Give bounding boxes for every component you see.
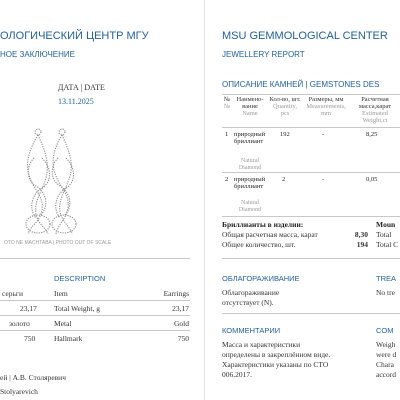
desc-en-label-metal: Metal xyxy=(54,319,72,328)
row2-weight: 0,05 xyxy=(366,176,378,183)
total-weight-label: Общая расчетная масса, карат xyxy=(222,230,318,239)
desc-en-label-item: Item xyxy=(54,289,68,298)
comments-en-line-1: Weigh xyxy=(376,340,396,349)
row1-num: 1 xyxy=(225,131,229,138)
row1-name-en: Natural Diamond xyxy=(238,158,262,171)
desc-ru-value-metal: золото xyxy=(9,319,30,328)
desc-en-value-item: Earrings xyxy=(163,289,189,298)
desc-en-label-hallmark: Hallmark xyxy=(54,334,83,343)
totals-title: Бриллианты в изделии: xyxy=(222,220,304,229)
desc-en-value-weight: 23,17 xyxy=(172,304,189,313)
total-count-label: Общее количество, шт. xyxy=(222,240,296,249)
stones-title: ОПИСАНИЕ КАМНЕЙ | GEMSTONES DES xyxy=(222,80,380,89)
treatment-title-en: TREA xyxy=(376,274,397,283)
signature-ru: ей | А.В. Столяревич xyxy=(0,373,66,382)
photo-caption: OTO NE MACHTABA | PHOTO OUT OF SCALE xyxy=(4,240,112,246)
comments-title: КОММЕНТАРИИ xyxy=(222,326,281,335)
th-num: № № xyxy=(223,96,231,110)
row2-num: 2 xyxy=(225,176,229,183)
totals-title-en: Moun xyxy=(376,220,396,229)
comments-line-4: 006.2017. xyxy=(222,370,252,379)
comments-line-2: определены в закреплённом виде. xyxy=(222,350,331,359)
desc-en-value-hallmark: 750 xyxy=(177,334,189,343)
row2-qty: 2 xyxy=(282,176,286,183)
date-label: ДАТА | DATE xyxy=(58,83,105,92)
comments-en-line-2: were d xyxy=(376,350,397,359)
right-subtitle: JEWELLERY REPORT xyxy=(222,50,305,59)
row2-name-en: Natural Diamond xyxy=(238,200,262,213)
desc-ru-value-hallmark: 750 xyxy=(24,334,36,343)
description-title: DESCRIPTION xyxy=(54,274,106,283)
total-weight-value: 8,30 xyxy=(354,230,368,239)
earring-photo xyxy=(0,118,190,238)
desc-en-label-weight: Total Weight, g xyxy=(54,304,101,313)
left-subtitle: НОЕ ЗАКЛЮЧЕНИЕ xyxy=(0,50,75,59)
comments-en-line-4: accord xyxy=(376,370,396,379)
th-name: Наимено-вание Name xyxy=(236,96,264,117)
total-count-value: 194 xyxy=(356,240,368,249)
comments-title-en: COM xyxy=(376,326,394,335)
treatment-title: ОБЛАГОРАЖИВАНИЕ xyxy=(222,274,300,283)
total-weight-en: Total xyxy=(376,230,392,239)
row1-weight: 8,25 xyxy=(366,131,378,138)
desc-ru-value-weight: 23,17 xyxy=(20,304,37,313)
right-title: MSU GEMMOLOGICAL CENTER xyxy=(222,30,388,42)
row1-qty: 192 xyxy=(280,131,290,138)
date-value: 13.11.2025 xyxy=(58,97,94,106)
signature-en: Stolyarevich xyxy=(0,387,38,396)
row2-size: - xyxy=(322,176,325,183)
comments-line-3: Характеристики указаны по СТО xyxy=(222,360,329,369)
row1-name-ru: природный бриллиант xyxy=(234,131,266,145)
left-title: ОЛОГИЧЕСКИЙ ЦЕНТР МГУ xyxy=(0,30,149,42)
total-count-en: Total C xyxy=(376,240,399,249)
th-measurements: Размеры, мм Measurements, mm xyxy=(306,96,346,117)
treatment-text-en: No tre xyxy=(376,288,395,297)
desc-ru-value-item: серьги xyxy=(2,289,24,298)
th-weight: Расчетная масса,карат Estimated Weight,ct xyxy=(358,96,392,124)
th-quantity: Кол-во, шт. Quantity, pcs xyxy=(269,96,301,117)
desc-en-value-metal: Gold xyxy=(174,319,189,328)
comments-en-line-3: Chara xyxy=(376,360,394,369)
row2-name-ru: природный бриллиант xyxy=(234,176,266,190)
row1-size: - xyxy=(322,131,325,138)
comments-line-1: Масса и характеристики xyxy=(222,340,301,349)
treatment-text-line2: отсутствует (N). xyxy=(222,298,274,307)
treatment-text-line1: Облагораживание xyxy=(222,288,280,297)
